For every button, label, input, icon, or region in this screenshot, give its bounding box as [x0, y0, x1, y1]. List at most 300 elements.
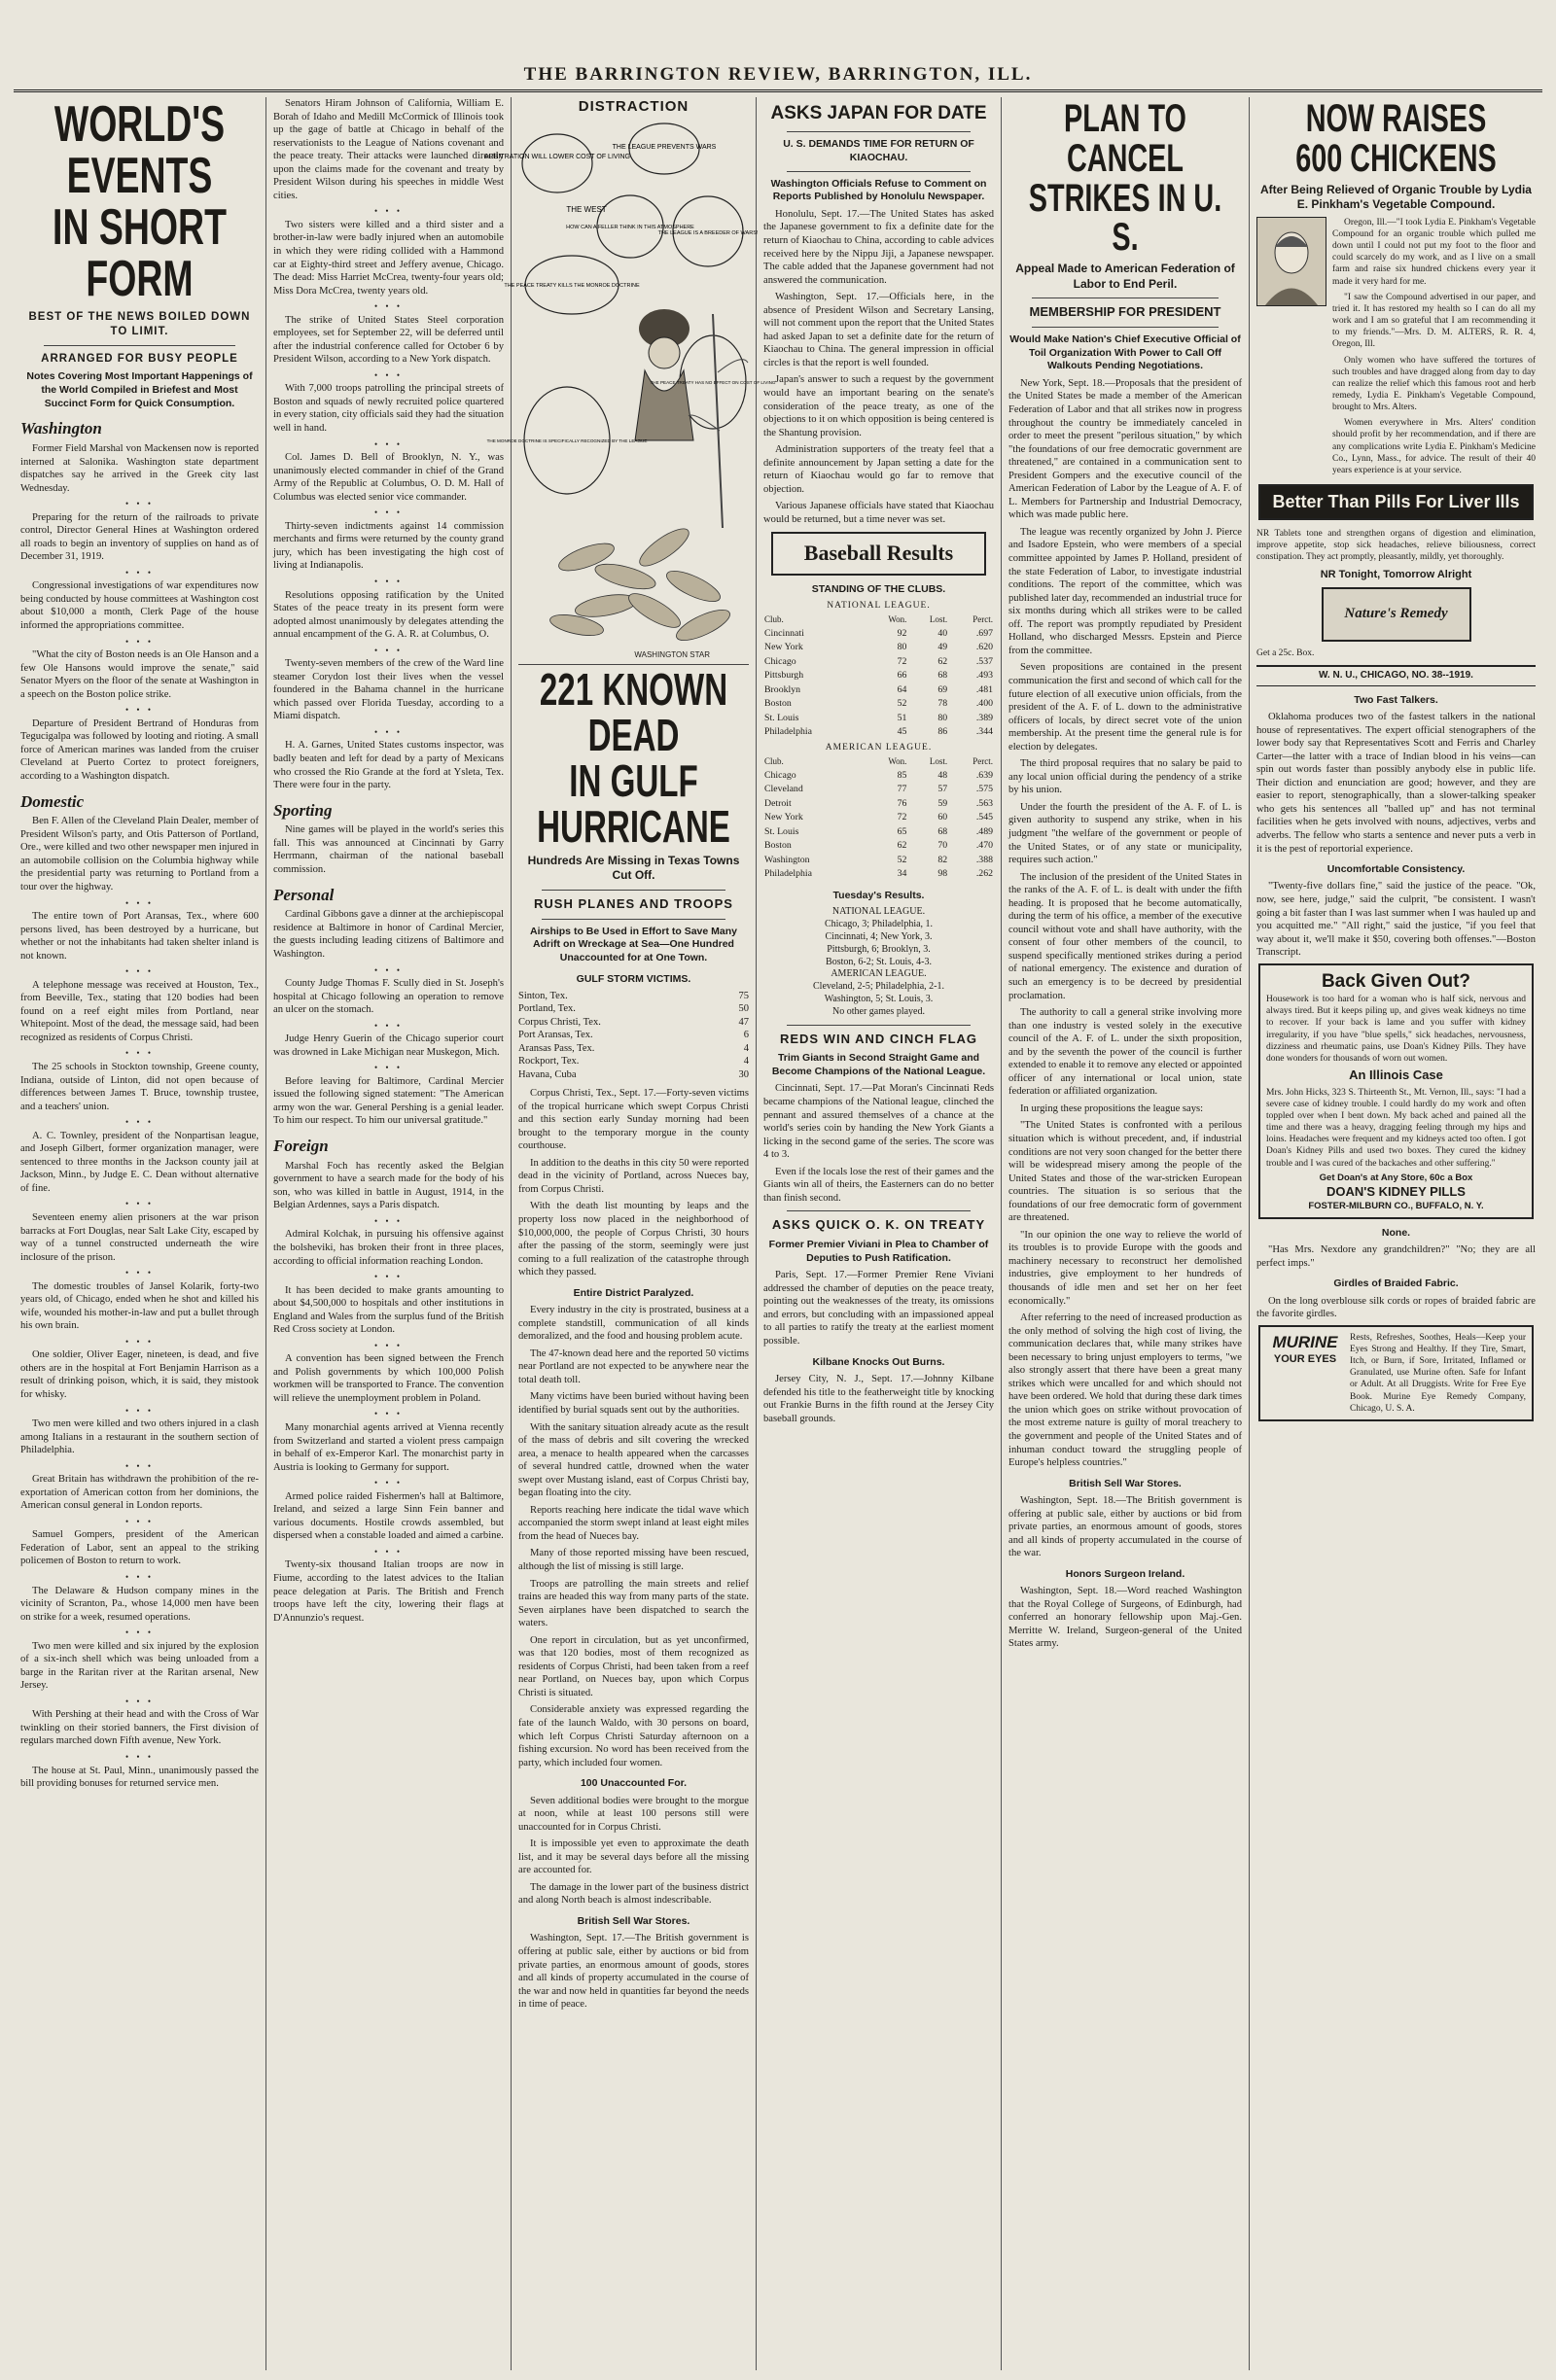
table-cell: 59: [937, 797, 948, 809]
paragraph: The 47-known dead here and the reported 50 victims near Portland are not expected to be anywhere near the total death toll.: [518, 1348, 749, 1385]
headline-chickens: [1267, 99, 1524, 179]
table-cell: Chicago: [764, 769, 796, 781]
item-separator: • • •: [374, 1272, 403, 1282]
table-cell: .639: [975, 769, 993, 781]
cartoon-label: THE LEAGUE IS A BREEDER OF WARS!: [657, 230, 759, 237]
table-cell: 80: [897, 642, 907, 653]
table-cell: .493: [975, 670, 993, 682]
table-cell: New York: [764, 812, 803, 823]
headline-line: NOW RAISES: [1305, 97, 1487, 140]
table-cell: 70: [937, 840, 948, 852]
paragraph: Two men were killed and six injured by the explosion of a six-inch shell which was being unloaded from a barge in the Raritan river at the Raritan arsenal, New Jersey.: [20, 1640, 259, 1692]
paragraph: In urging these propositions the league says:: [1020, 1102, 1204, 1114]
table-cell: 52: [897, 698, 907, 710]
paragraph: Samuel Gompers, president of the American Federation of Labor, sent an appeal to the striking policemen of Boston to return to work.: [20, 1529, 259, 1567]
table-cell: .389: [975, 712, 993, 723]
article-body: [518, 1795, 749, 1908]
cartoon-credit: WASHINGTON STAR: [634, 649, 710, 659]
masthead: [14, 60, 1542, 92]
portrait-icon: [1256, 217, 1326, 306]
paragraph: H. A. Garnes, United States customs inspector, was badly beaten and left for dead by a party of Mexicans who crossed the Rio Grande at the ford at Ysleta, Tex. There were four in the party.: [273, 740, 504, 791]
paragraph: Reports reaching here indicate the tidal wave which accompanied the storm swept inland at least eight miles from the head of Nueces bay.: [518, 1504, 749, 1542]
corn-pile: [548, 523, 734, 647]
standings-table-al: [763, 755, 994, 882]
item-separator: • • •: [125, 1628, 154, 1638]
subhead: Entire District Paralyzed.: [573, 1286, 694, 1299]
paragraph: Two sisters were killed and a third sister and a brother-in-law were badly injured when an automobile in which they were riding collided with a Hammond car at Eighty-third street and Jeffery avenue, Chicago. The dead: Miss Harriet McCrea, twenty-four years old; Miss Dora McCrea, twenty years old.: [273, 219, 504, 297]
item-separator: • • •: [374, 1063, 403, 1073]
item-separator: • • •: [125, 1516, 154, 1526]
table-row: [763, 867, 994, 882]
victims-row: [518, 1016, 749, 1029]
headline-line: PLAN TO CANCEL: [1064, 97, 1186, 180]
table-cell: Washington: [764, 854, 810, 865]
columns: [14, 97, 1542, 2370]
result-line: Pittsburgh, 6; Brooklyn, 3.: [827, 943, 931, 955]
victims-place: Aransas Pass, Tex.: [518, 1042, 595, 1054]
ad-tagline: NR Tonight, Tomorrow Alright: [1320, 568, 1472, 580]
headline-strikes: [1020, 99, 1230, 258]
paragraph: Seventeen enemy alien prisoners at the war prison barracks at Fort Douglas, near Salt Lake City, escaped by way of a tunnel constructed underneath the wire inclosure of the prison.: [20, 1211, 259, 1263]
table-cell: 62: [937, 655, 948, 667]
item-separator: • • •: [125, 1460, 154, 1471]
item-separator: • • •: [374, 576, 403, 586]
divider: [787, 171, 971, 172]
paragraph: Troops are patrolling the main streets and relief trains are headed this way from many parts of the state. Seven airplanes have been dispatched to search the waters.: [518, 1578, 749, 1629]
paragraph: Former Field Marshal von Mackensen now is reported interned at Salonika. Washington state department dispatches say he arrived in the Greek city last Wednesday.: [20, 442, 259, 494]
ad-headline: Back Given Out?: [1321, 970, 1471, 992]
ad-subhead: An Illinois Case: [1349, 1068, 1443, 1083]
paragraph: In addition to the deaths in this city 50 were reported dead in the vicinity of Portland, across Nueces bay, from Corpus Christi.: [518, 1157, 749, 1195]
victims-row: [518, 990, 749, 1002]
deck: RUSH PLANES AND TROOPS: [534, 896, 733, 911]
personal-items: [273, 908, 504, 1128]
item-separator: • • •: [125, 897, 154, 908]
column-japan-baseball: [757, 97, 1002, 2370]
table-cell: .563: [975, 797, 993, 809]
item-separator: • • •: [125, 499, 154, 509]
paragraph: Twenty-seven members of the crew of the Ward line steamer Corydon lost their lives when the vessel foundered in the Bahama channel in the hurricane which passed over Florida Tuesday, according to a Miami dispatch.: [273, 658, 504, 722]
result-line: AMERICAN LEAGUE.: [831, 968, 927, 980]
paragraph: Washington, Sept. 17.—The British government is offering at public sale, either by auctions or bid from private parties, an enormous amount of goods, stores and all kinds of property accumulated in the course of the war and now held in quantities far beyond the needs in time of peace.: [518, 1933, 749, 2011]
divider: [787, 131, 971, 132]
table-cell: Cleveland: [764, 784, 803, 795]
paragraph: One soldier, Oliver Eager, nineteen, is dead, and five others are in the hospital at Fort Benjamin Harrison as a result of drinking poison, which, it is said, they mistook for whisky.: [20, 1349, 259, 1400]
table-cell: 80: [937, 712, 948, 723]
paragraph: The authority to call a general strike involving more than one industry is vested solely in the executive council of the A. F. of L. under the sixth proposition, and by the seventh the power of the council is further extended to enable it to remove any elected or appointed officer of any international or local union, state federation or affiliated organization.: [1008, 1007, 1242, 1098]
paragraph: With the death list mounting by leaps and the property loss now placed in the neighborhood of $10,000,000, the people of Corpus Christi, 30 hours after the passing of the storm, seemingly were just coming to a full realization of the catastrophe through which they passed.: [518, 1201, 749, 1278]
victims-title: GULF STORM VICTIMS.: [576, 972, 691, 985]
subhead: Honors Surgeon Ireland.: [1065, 1567, 1185, 1580]
cartoon-label: THE WEST: [566, 205, 607, 215]
ad-brand: DOAN'S KIDNEY PILLS: [1326, 1183, 1466, 1199]
article-body: "Has Mrs. Nexdore any grandchildren?" "No; they are all perfect imps.": [1256, 1244, 1536, 1269]
item-separator: • • •: [125, 1405, 154, 1416]
paragraph: Washington, Sept. 17.—Officials here, in the absence of President Wilson and Secretary Lansing, will not comment upon the report that the United States had asked Japan to set a definite date for the return of Kiaochau to China. The general impression in official circles is that the report is well founded.: [763, 292, 994, 368]
article-body: [763, 1269, 994, 1348]
baseball-results-box: Baseball Results: [771, 532, 986, 575]
paragraph: "In our opinion the one way to relieve the world of its troubles is to provide Europe with the goods and machinery necessary to reconstruct her demolished industries, give employment to her hundreds of thousands of idle men and set her on her feet economically.": [1008, 1229, 1242, 1307]
table-cell: New York: [764, 642, 803, 653]
table-row: [763, 712, 994, 726]
paragraph: Seven propositions are contained in the present communication the first and second of which call for the future election of all executive union officials, from the president of the A. F. of L. down to the administrative officers of locals, by direct secret vote of the union membership. At the present time the general rule is for election by delegates.: [1008, 662, 1242, 752]
paragraph: Great Britain has withdrawn the prohibition of the re-exportation of American cotton from her dominions, the American consul general in London reports.: [20, 1474, 259, 1512]
table-row: [763, 825, 994, 840]
article-body: [518, 1932, 749, 2011]
ad-body: [1332, 217, 1536, 480]
paragraph: Washington, Sept. 18.—The British government is offering at public sale, either by auctions or bid from private parties, an enormous amount of goods, stores and all kinds of property accumulated in the course of the war.: [1008, 1495, 1242, 1559]
deck: Appeal Made to American Federation of Labor to End Peril.: [1015, 262, 1235, 291]
item-separator: • • •: [125, 1199, 154, 1209]
article-body: "Twenty-five dollars fine," said the justice of the peace. "Ok, now, see here, judge," said the culprit, "be consistent. I wasn't going a bit faster than I was last summer when I was hauled up and you acquitted me." "All right," said the justice, "if you feel that way about it, we'll make it $50, covering both offenses."—Boston Transcript.: [1256, 881, 1536, 959]
article-body: On the long overblouse silk cords or ropes of braided fabric are the favorite girdles.: [1256, 1295, 1536, 1320]
result-line: Boston, 6-2; St. Louis, 4-3.: [826, 956, 932, 967]
section-personal: Personal: [273, 885, 335, 904]
cartoon-label: THE LEAGUE PREVENTS WARS: [612, 144, 717, 152]
ad-maker: FOSTER-MILBURN CO., BUFFALO, N. Y.: [1308, 1200, 1484, 1211]
victims-row: [518, 1042, 749, 1055]
deck: BEST OF THE NEWS BOILED DOWN TO LIMIT.: [28, 311, 251, 337]
paragraph: Even if the locals lose the rest of their games and the Giants win all of theirs, the Easterners can do no better than finish second.: [763, 1166, 994, 1204]
table-row: [763, 839, 994, 854]
paragraph: The damage in the lower part of the business district and along North beach is almost indescribable.: [518, 1881, 749, 1907]
table-row: [763, 854, 994, 868]
table-row: [763, 627, 994, 642]
ad-case: Mrs. John Hicks, 323 S. Thirteenth St., Mt. Vernon, Ill., says: "I had a severe case of kidney trouble. I could hardly do my work and often toppled over when I bent down. My back ached and pained all the time and there was a heavy, dragging feeling through my hips and loins. Headaches were frequent and my kidneys acted too often. I got Doan's Kidney Pills and used two boxes. They cured the kidney trouble and I was cured of the backaches and other suffering.": [1266, 1087, 1526, 1169]
table-cell: .489: [975, 825, 993, 837]
paragraph: Paris, Sept. 17.—Former Premier Rene Viviani addressed the chamber of deputies on the peace treaty, pointing out the weaknesses of the treaty, its omissions and errors, but concluding with an impassioned appeal to all parties to ratify the treaty at the earliest moment possible.: [763, 1270, 994, 1347]
table-cell: 82: [937, 854, 948, 865]
paragraph: The 25 schools in Stockton township, Greene county, Indiana, outside of Linton, did not open because of differences between James T. Bruce, township trustee, and a teachers' union.: [20, 1062, 259, 1112]
domestic-items: [20, 815, 259, 1790]
victims-count: 6: [743, 1030, 749, 1041]
ad-logo: [1266, 1332, 1344, 1415]
item-separator: • • •: [374, 206, 403, 217]
victims-count: 4: [743, 1042, 749, 1054]
ad-store: Get Doan's at Any Store, 60c a Box: [1319, 1172, 1473, 1183]
column-header: Won.: [888, 756, 907, 767]
paragraph: Only women who have suffered the tortures of such troubles and have dragged along from day to day can realize the relief which this famous root and herb remedy, Lydia E. Pinkham's Vegetable Compound, brought to Mrs. Alters.: [1332, 355, 1536, 413]
victims-table: [518, 990, 749, 1081]
victims-count: 30: [738, 1068, 749, 1080]
paragraph: The Delaware & Hudson company mines in the vicinity of Scranton, Pa., whose 14,000 men have been on strike for a week, resumed operations.: [20, 1585, 259, 1623]
speech-balloon: [522, 134, 592, 192]
table-cell: 34: [897, 868, 907, 880]
section-foreign: Foreign: [273, 1136, 329, 1155]
washington-items: [20, 442, 259, 784]
article-body: [763, 208, 994, 527]
ad-brand: MURINE: [1272, 1332, 1338, 1351]
table-cell: .620: [975, 642, 993, 653]
paragraph: Cardinal Gibbons gave a dinner at the archiepiscopal residence at Baltimore in honor of Cardinal Mercier, the guests including leading citizens of Baltimore and Washington.: [273, 909, 504, 960]
paragraph: Departure of President Bertrand of Honduras from Tegucigalpa was followed by looting and rioting. A small force of American marines was landed from the cruiser Cleveland at Puerto Cortez to protect foreigners, according to a Washington dispatch.: [20, 718, 259, 782]
cartoon-label: THE PEACE TREATY KILLS THE MONROE DOCTRINE: [504, 283, 640, 290]
result-line: Washington, 5; St. Louis, 3.: [824, 993, 934, 1004]
item-separator: • • •: [125, 966, 154, 977]
subhead: Girdles of Braided Fabric.: [1333, 1278, 1459, 1290]
deck: Would Make Nation's Chief Executive Official of Toil Organization With Power to Call Off Walkouts Pending Negotiations.: [1009, 333, 1241, 372]
item-separator: • • •: [374, 369, 403, 380]
headline-membership: MEMBERSHIP FOR PRESIDENT: [1029, 304, 1221, 320]
paragraph: Various Japanese officials have stated that Kiaochau would be returned, but a time never was set.: [763, 501, 994, 525]
result-line: Chicago, 3; Philadelphia, 1.: [824, 919, 934, 930]
table-cell: .388: [975, 854, 993, 865]
paragraph: A telephone message was received at Houston, Tex., from Beeville, Tex., stating that 120 bodies had been found on a reef eight miles from Portland, near Whitepoint. Most of the dead, the message said, had been recognized as residents of Corpus Christi.: [20, 979, 259, 1043]
column-header: Lost.: [929, 756, 948, 767]
table-cell: St. Louis: [764, 712, 799, 723]
paragraph: After referring to the need of increased production as the only method of solving the high cost of living, the communication declares that, while many strikes have been necessary to bring unjust employers to terms, "we also strongly assert that there have been a great many strikes which were uncalled for and which should not have been ordered. We hold that during these dark times the union which goes on strike without provocation of the most extreme nature is guilty of moral treachery to the government and people of the United States and of inhuman conduct toward the struggling people of Europe's helpless countries.": [1008, 1312, 1242, 1469]
paragraph: Many victims have been buried without having been identified by burial squads sent out by the authorities.: [518, 1391, 749, 1416]
section-sporting: Sporting: [273, 800, 333, 820]
table-cell: .481: [975, 683, 993, 695]
paragraph: Marshal Foch has recently asked the Belgian government to have a search made for the body of his son, who was killed in battle in August, 1914, in the Belgian Ardennes, says a Paris dispatch.: [273, 1160, 504, 1211]
column-strikes: [1002, 97, 1250, 2370]
paragraph: Seven additional bodies were brought to the morgue at noon, while at least 100 persons still were unaccounted for in Corpus Christi.: [518, 1795, 749, 1833]
item-separator: • • •: [374, 964, 403, 975]
item-separator: • • •: [374, 1340, 403, 1350]
league-title: AMERICAN LEAGUE.: [825, 742, 933, 752]
victims-row: [518, 1055, 749, 1068]
victims-row: [518, 1029, 749, 1041]
paragraph: Honolulu, Sept. 17.—The United States has asked the Japanese government to fix a definite date for the return of Kiaochau to China, according to cable advices received here by the Nippu Jiji, a Japanese newspaper. The cable added that the Japanese government had not answered the communication.: [763, 208, 994, 286]
table-cell: 62: [897, 840, 907, 852]
item-separator: • • •: [374, 1478, 403, 1488]
article-body: [763, 1373, 994, 1425]
subhead: British Sell War Stores.: [577, 1915, 690, 1927]
victims-count: 47: [738, 1016, 749, 1028]
paragraph: Armed police raided Fishermen's hall at Baltimore, Ireland, and seized a large Sinn Fein banner and various documents. Hostile crowds assembled, but dispersed when a constable loaded and aimed a carbine.: [273, 1490, 504, 1542]
table-cell: 98: [937, 868, 948, 880]
table-cell: 72: [897, 655, 907, 667]
paragraph: Japan's answer to such a request by the government would have an important bearing on the senate's consideration of the peace treaty, as one of the objections to it on which opposition is being centered is the Shantung provision.: [763, 374, 994, 438]
standings-header: [763, 613, 994, 627]
table-cell: .262: [975, 868, 993, 880]
headline-line: STRIKES IN U. S.: [1028, 176, 1222, 260]
table-cell: 86: [937, 726, 948, 738]
headline-japan: ASKS JAPAN FOR DATE: [770, 103, 987, 123]
standings-header: [763, 755, 994, 769]
ad-murine: [1258, 1325, 1534, 1421]
table-cell: 66: [897, 670, 907, 682]
paragraph: Under the fourth the president of the A. F. of L. is given authority to suspend any strike, when in his judgment "the welfare of the government or people of the United States, or of any state or municipality, requires such action.": [1008, 801, 1242, 866]
section-domestic: Domestic: [20, 791, 85, 811]
paragraph: With 7,000 troops patrolling the principal streets of Boston and squads of newly recruited police quartered in every station, city officials said they had the situation well in hand.: [273, 383, 504, 435]
paragraph: A convention has been signed between the French and Polish governments by which 100,000 Polish workmen will be transported to France. The convention will relieve the unemployment problem in Poland.: [273, 1353, 504, 1404]
standings-table-nl: [763, 613, 994, 740]
table-cell: 64: [897, 683, 907, 695]
column-header: Perct.: [972, 614, 993, 625]
victims-place: Rockport, Tex.: [518, 1056, 580, 1068]
masthead-title: THE BARRINGTON REVIEW, BARRINGTON, ILL.: [523, 64, 1033, 85]
results-list: [763, 906, 994, 1018]
subhead: Uncomfortable Consistency.: [1326, 863, 1466, 876]
table-cell: St. Louis: [764, 825, 799, 837]
cartoon-label: THE PEACE TREATY HAS NO EFFECT ON COST OF LIVING: [650, 380, 776, 386]
deck: Hundreds Are Missing in Texas Towns Cut Off.: [527, 853, 740, 883]
item-separator: • • •: [125, 1336, 154, 1347]
paragraph: Judge Henry Guerin of the Chicago superior court was drowned in Lake Michigan near Muskegon, Mich.: [273, 1033, 504, 1058]
deck: Airships to Be Used in Effort to Save Many Adrift on Wreckage at Sea—One Hundred Unaccounted for at One Town.: [530, 925, 737, 963]
table-cell: Philadelphia: [764, 868, 812, 880]
paragraph: Two men were killed and two others injured in a clash among Italians in a restaurant in the southern section of Philadelphia.: [20, 1418, 259, 1456]
table-cell: .697: [975, 627, 993, 639]
table-row: [763, 797, 994, 812]
paragraph: Congressional investigations of war expenditures now being conducted by house committees at Washington cost about $10,000 a month, Clerk Page of the house informed the appropriations committee.: [20, 580, 259, 631]
subhead: None.: [1381, 1226, 1411, 1239]
paragraph: The inclusion of the president of the United States in the ranks of the A. F. of L. is dealt with under the fifth heading. It is proposed that he become automatically, during the term of his office, a member of the executive council without vote and shall have authority, with the consent of four other members of the council, to suspend specifically mentioned strikes during a period of national emergency. The existence and duration of such an emergency is to be decreed by presidential proclamation.: [1008, 871, 1242, 1001]
article-body: [1008, 377, 1242, 1470]
paragraph: "The United States is confronted with a perilous situation which is without precedent, and, if industrial conditions are not very soon changed for the better there will be widespread misery among the people of the United States and those of the war-stricken European countries. The situation is so serious that the foundations of our free democratic form of government are threatened.: [1008, 1120, 1242, 1224]
column-header: Perct.: [972, 756, 993, 767]
item-separator: • • •: [125, 1048, 154, 1059]
divider: [542, 890, 725, 891]
ad-price: Get a 25c. Box.: [1256, 648, 1315, 658]
item-separator: • • •: [125, 567, 154, 578]
divider: [1032, 327, 1219, 328]
paragraph: It has been decided to make grants amounting to about $4,500,000 to hospitals and other institutions in England and Wales from the surplus fund of the British Red Cross society at London.: [273, 1284, 504, 1336]
result-line: Cleveland, 2-5; Philadelphia, 2-1.: [813, 981, 944, 993]
paragraph: Administration supporters of the treaty feel that a definite announcement by Japan setting a date for the return of Kiaochau would go far to remove that objection.: [763, 444, 994, 495]
paragraph: Resolutions opposing ratification by the United States of the peace treaty in its present form were adopted almost unanimously by delegates attending the annual encampment of the G. A. R. at Columbus, O.: [273, 589, 504, 641]
result-line: Cincinnati, 4; New York, 3.: [825, 930, 933, 942]
column-header: Club.: [764, 614, 784, 625]
victims-place: Sinton, Tex.: [518, 990, 568, 1001]
deck: ARRANGED FOR BUSY PEOPLE: [41, 352, 238, 365]
sporting-items: [273, 823, 504, 876]
table-cell: Philadelphia: [764, 726, 812, 738]
divider: [787, 1025, 971, 1026]
victims-place: Port Aransas, Tex.: [518, 1030, 593, 1041]
paragraph: Considerable anxiety was expressed regarding the fate of the launch Waldo, with 30 persons on board, which left Corpus Christi Saturday afternoon on a fishing excursion. No word has been received from the party, which included four women.: [518, 1704, 749, 1768]
headline-treaty: ASKS QUICK O. K. ON TREATY: [771, 1217, 986, 1233]
paragraph: Preparing for the return of the railroads to private control, Director General Hines at Washington ordered all roads to begin an inventory of supplies on hand as of December 31, 1919.: [20, 511, 259, 563]
paragraph: "I saw the Compound advertised in our paper, and tried it. It has restored my health so I can do all my work and I am so grateful that I am recommending it to my friends."—Mrs. D. M. ALTERS, R. R. 4, Oregon, Ill.: [1332, 292, 1536, 350]
paragraph: The third proposal requires that no salary be paid to any local union official during the pendency of a strike by his union.: [1008, 758, 1242, 796]
deck: Washington Officials Refuse to Comment on Reports Published by Honolulu Newspaper.: [770, 177, 987, 203]
paragraph: Many monarchial agents arrived at Vienna recently from Switzerland and started a violent press campaign in behalf of ex-Emperor Karl. The monarchist party in Austria is looking to Germany for support.: [273, 1422, 504, 1473]
article-body: [518, 1304, 749, 1769]
deck: U. S. DEMANDS TIME FOR RETURN OF KIAOCHAU.: [783, 138, 974, 163]
paragraph: With Pershing at their head and with the Cross of War twinkling on their storied banners, the First division of regulars marched down Fifth avenue, New York.: [20, 1709, 259, 1747]
wnu-line: W. N. U., CHICAGO, NO. 38--1919.: [1256, 665, 1536, 686]
article-body: [1008, 1585, 1242, 1651]
item-separator: • • •: [374, 1020, 403, 1031]
paragraph: Oregon, Ill.—"I took Lydia E. Pinkham's Vegetable Compound for an organic trouble which pulled me down until I could not put my foot to the floor and could scarcely do my work, and as I live on a small farm and raise six hundred chickens every year it made it very hard for me.: [1332, 217, 1536, 287]
news-items: [273, 97, 504, 792]
cartoon-title: DISTRACTION: [578, 98, 690, 115]
table-cell: Brooklyn: [764, 683, 801, 695]
headline-line: IN SHORT FORM: [53, 199, 227, 308]
paragraph: Cincinnati, Sept. 17.—Pat Moran's Cincinnati Reds became champions of the National league, clinched the pennant and assured themselves of a chance at the world's series coin by handing the New York Giants a licking in the second game of the series. The score was 4 to 3.: [763, 1083, 994, 1161]
headline-line: IN GULF HURRICANE: [537, 755, 730, 852]
victims-row: [518, 1002, 749, 1015]
article-body: Oklahoma produces two of the fastest talkers in the national house of representatives. The expert official stenographers of the lower body say that Representatives Scott and Ferris and Charley Carter—the latter with a trace of Indian blood in his veins—can spin out words faster than possibly anybody else in public life. Their diction and enunciation are good; however, and they are easier to report, stenographically, than a slower-talking speaker who gets his sentences all "balled up" and has not terminal facilities when he gets involved with nouns, adjectives, verbs and adverbs. The fellow who starts a sentence and never puts a verb in it is the pest of reportorial experience.: [1256, 712, 1536, 855]
table-cell: .400: [975, 698, 993, 710]
section-washington: Washington: [20, 419, 102, 438]
item-separator: • • •: [374, 1546, 403, 1557]
cartoon-label: ARBITRATION WILL LOWER COST OF LIVING: [483, 154, 631, 161]
ad-doans: [1258, 963, 1534, 1219]
table-cell: 69: [937, 683, 948, 695]
farmer-head: [649, 337, 680, 368]
product-package: Nature's Remedy: [1322, 587, 1471, 642]
paragraph: The entire town of Port Aransas, Tex., where 600 persons lived, has been destroyed by a hurricane, but whether or not the inhabitants had taken shelter inland is not known.: [20, 911, 259, 962]
item-separator: • • •: [374, 301, 403, 312]
headline-hurricane: [530, 664, 738, 852]
table-cell: 77: [897, 784, 907, 795]
table-cell: .537: [975, 655, 993, 667]
paragraph: County Judge Thomas F. Scully died in St. Joseph's hospital at Chicago following an operation to remove an ulcer on the stomach.: [273, 978, 504, 1016]
table-row: [763, 683, 994, 698]
divider: [44, 345, 235, 346]
table-cell: 40: [937, 627, 948, 639]
table-row: [763, 655, 994, 670]
subhead: Two Fast Talkers.: [1354, 693, 1438, 706]
headline-line: 221 KNOWN DEAD: [539, 664, 728, 761]
article-body: [518, 1087, 749, 1279]
paragraph: Admiral Kolchak, in pursuing his offensive against the bolsheviki, has broken their front in three places, according to official information reaching London.: [273, 1229, 504, 1267]
column-news-continued: [266, 97, 512, 2370]
table-cell: 85: [897, 769, 907, 781]
item-separator: • • •: [125, 1117, 154, 1128]
result-line: No other games played.: [832, 1005, 925, 1017]
table-cell: 76: [897, 797, 907, 809]
headline-line: WORLD'S EVENTS: [53, 96, 226, 205]
divider: [787, 1210, 971, 1211]
paragraph: "What the city of Boston needs is an Ole Hanson and a few Ole Hansons would improve the senate," said Senator Myers on the floor of the senate at Washington in a speech on the Boston police strike.: [20, 649, 259, 700]
table-row: [763, 725, 994, 740]
ad-nr-tablets: [1258, 484, 1534, 520]
table-cell: .545: [975, 812, 993, 823]
paragraph: A. C. Townley, president of the Nonpartisan league, and Joseph Gilbert, former organization manager, were sentenced to three months in the Jackson county jail at Jackson, Minn., by Judge E. C. Dean without alternative of fine.: [20, 1130, 259, 1194]
table-cell: 78: [937, 698, 948, 710]
table-cell: 51: [897, 712, 907, 723]
divider: [542, 919, 725, 920]
table-cell: .575: [975, 784, 993, 795]
table-cell: 45: [897, 726, 907, 738]
paragraph: It is impossible yet even to approximate the death list, and it may be several days before all the missing are accounted for.: [518, 1838, 749, 1876]
ad-tagline: YOUR EYES: [1273, 1353, 1337, 1366]
paragraph: The strike of United States Steel corporation employees, set for September 22, will be deferred until after the industrial conference called for October 6 by President Wilson, according to a New York dispatch.: [273, 314, 504, 366]
paragraph: Nine games will be played in the world's series this fall. This was announced at Cincinnati by Garry Herrmann, chairman of the national baseball commission.: [273, 824, 504, 876]
victims-count: 50: [738, 1003, 749, 1015]
item-separator: • • •: [125, 636, 154, 647]
headline-reds: REDS WIN AND CINCH FLAG: [779, 1031, 978, 1046]
table-row: [763, 669, 994, 683]
article-body: [763, 1082, 994, 1205]
foreign-items: [273, 1160, 504, 1625]
item-separator: • • •: [125, 1696, 154, 1706]
column-world-events: [14, 97, 266, 2370]
headline-line: 600 CHICKENS: [1295, 136, 1497, 180]
table-cell: 52: [897, 854, 907, 865]
deck: After Being Relieved of Organic Trouble by Lydia E. Pinkham's Vegetable Compound.: [1260, 182, 1532, 212]
article-body: [1008, 1494, 1242, 1560]
table-cell: Boston: [764, 698, 792, 710]
column-header: Won.: [888, 614, 907, 625]
table-cell: 65: [897, 825, 907, 837]
paragraph: Twenty-six thousand Italian troops are now in Fiume, according to the latest advices to the Italian peace delegation at Paris. The British and French troops have left the city, lowering their flags at D'Annunzio's request.: [273, 1559, 504, 1624]
paragraph: Women everywhere in Mrs. Alters' condition should profit by her recommendation, and if there are any complications write Lydia E. Pinkham's Medicine Co., Lynn, Mass., for advice. The result of their 40 years experience is at your service.: [1332, 418, 1536, 475]
paragraph: The league was recently organized by John J. Pierce and Isadore Epstein, who were members of a special committee appointed by James P. Holland, president of the state Federation of Labor, to investigate industrial conditions. The report of the committee, which was published later day, recommended an industrial truce for six months during which all strikes were to be called off. The report was promptly repudiated by President Holland, who discharged Messrs. Epstein and Pierce from the committee.: [1008, 526, 1242, 656]
results-title: Tuesday's Results.: [832, 889, 925, 901]
table-cell: 60: [937, 812, 948, 823]
paragraph: One report in circulation, but as yet unconfirmed, was that 120 bodies, most of them recognized as residents of Corpus Christi, had been taken from a reef near Portland, on Nueces bay, upon which Corpus Christi is situated.: [518, 1634, 749, 1698]
subhead: Kilbane Knocks Out Burns.: [812, 1355, 945, 1368]
paragraph: Many of those reported missing have been rescued, although the list of missing is still large.: [518, 1548, 749, 1572]
item-separator: • • •: [374, 726, 403, 737]
league-title: NATIONAL LEAGUE.: [827, 601, 931, 612]
